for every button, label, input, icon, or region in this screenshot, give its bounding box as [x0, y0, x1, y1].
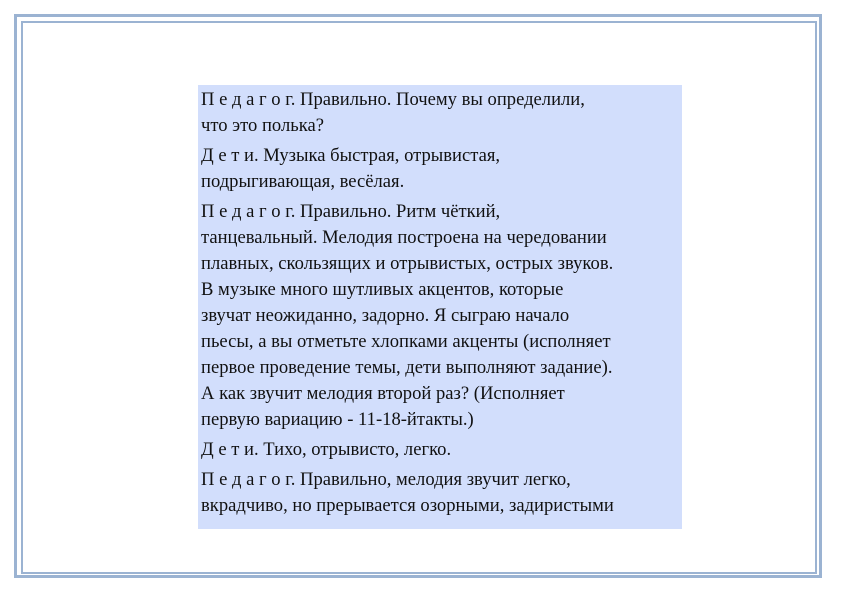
text-line: что это полька? [201, 115, 325, 136]
dialogue-text-block [198, 85, 682, 529]
text-line: вкрадчиво, но прерывается озорными, задиристыми [201, 495, 614, 516]
paragraph-teacher-2 [201, 199, 679, 433]
paragraph-children-1 [201, 143, 679, 195]
text-line: пьесы, а вы отметьте хлопками акценты (исполняет [201, 331, 611, 352]
text-line: П е д а г о г. Правильно, мелодия звучит легко, [201, 469, 571, 490]
text-line: П е д а г о г. Правильно. Почему вы определили, [201, 89, 585, 110]
paragraph-teacher-3 [201, 467, 679, 519]
text-line: звучат неожиданно, задорно. Я сыграю начало [201, 305, 570, 326]
text-line: первую вариацию - 11-18-йтакты.) [201, 409, 474, 430]
text-line: первое проведение темы, дети выполняют задание). [201, 357, 613, 378]
text-line: Д е т и. Тихо, отрывисто, легко. [201, 439, 452, 460]
text-line: подрыгивающая, весёлая. [201, 171, 405, 192]
paragraph-children-2 [201, 437, 679, 463]
text-line: В музыке много шутливых акцентов, которые [201, 279, 564, 300]
text-line: танцевальный. Мелодия построена на чередовании [201, 227, 607, 248]
text-line: Д е т и. Музыка быстрая, отрывистая, [201, 145, 501, 166]
text-line: А как звучит мелодия второй раз? (Исполняет [201, 383, 565, 404]
text-line: П е д а г о г. Правильно. Ритм чёткий, [201, 201, 501, 222]
paragraph-teacher-1 [201, 87, 679, 139]
text-line: плавных, скользящих и отрывистых, острых звуков. [201, 253, 614, 274]
